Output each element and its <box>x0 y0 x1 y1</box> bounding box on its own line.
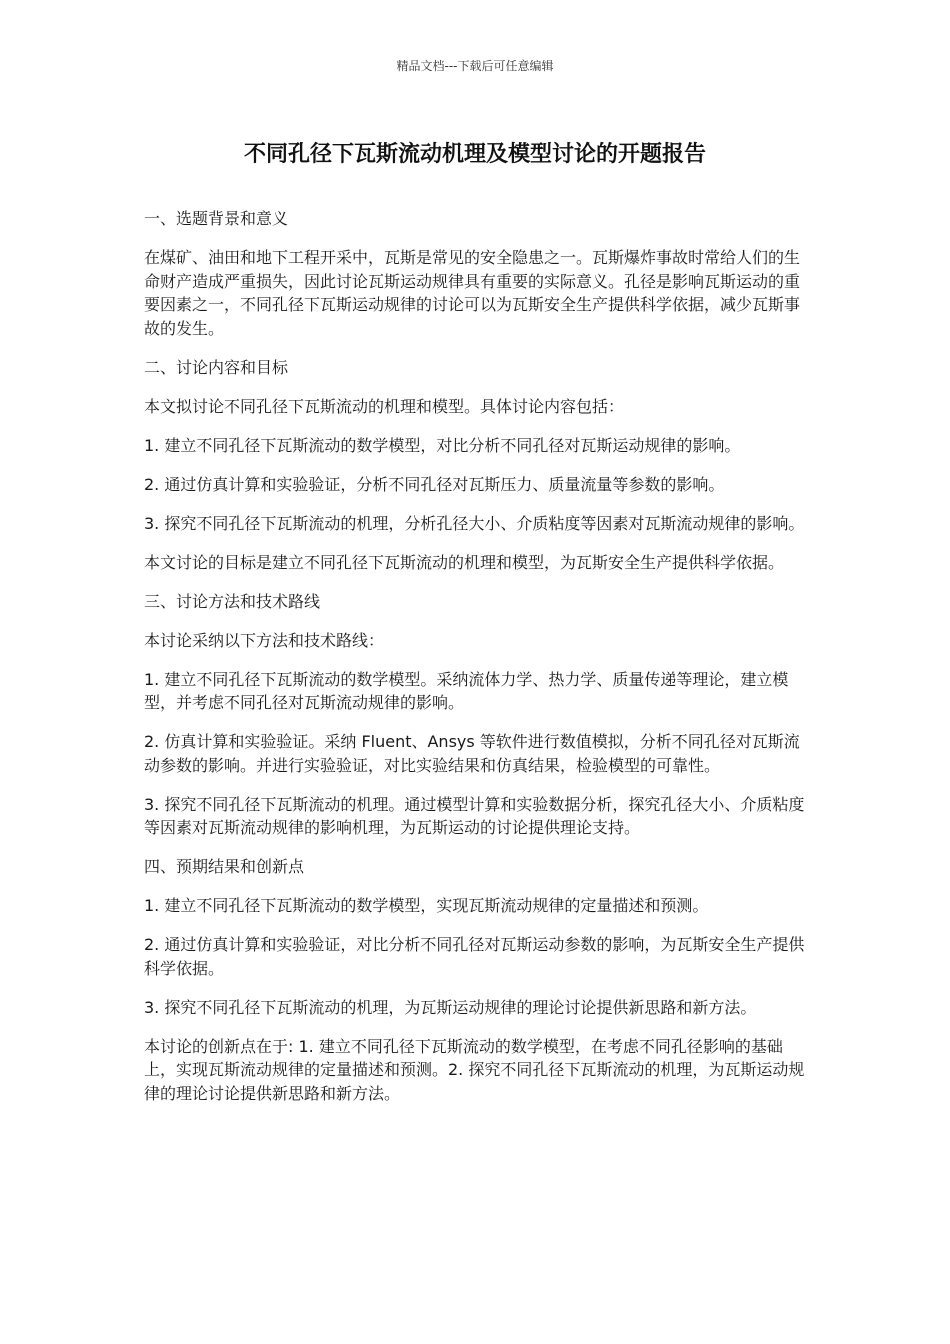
document-body <box>144 207 806 1121</box>
section-heading-background: 一、选题背景和意义 <box>144 209 289 228</box>
paragraph: 本文讨论的目标是建立不同孔径下瓦斯流动的机理和模型，为瓦斯安全生产提供科学依据。 <box>144 552 785 572</box>
section-heading-content-goals: 二、讨论内容和目标 <box>144 357 289 377</box>
section-heading-expected-results: 四、预期结果和创新点 <box>144 857 305 876</box>
list-item: 2. 通过仿真计算和实验验证，分析不同孔径对瓦斯压力、质量流量等参数的影响。 <box>144 474 725 494</box>
list-item: 2. 通过仿真计算和实验验证，对比分析不同孔径对瓦斯运动参数的影响，为瓦斯安全生产提供科学依据。 <box>144 935 805 978</box>
list-item: 2. 仿真计算和实验验证。采纳 Fluent、Ansys 等软件进行数值模拟，分析不同孔径对瓦斯流动参数的影响。并进行实验验证，对比实验结果和仿真结果，检验模型的可靠性。 <box>144 732 800 775</box>
list-item: 3. 探究不同孔径下瓦斯流动的机理，为瓦斯运动规律的理论讨论提供新思路和新方法。 <box>144 997 757 1017</box>
list-item: 1. 建立不同孔径下瓦斯流动的数学模型，对比分析不同孔径对瓦斯运动规律的影响。 <box>144 435 741 455</box>
paragraph: 本讨论的创新点在于: 1. 建立不同孔径下瓦斯流动的数学模型，在考虑不同孔径影响的基础上，实现瓦斯流动规律的定量描述和预测。2. 探究不同孔径下瓦斯流动的机理，为瓦斯运动规律的理论讨论提供新思路和新方法。 <box>144 1036 805 1103</box>
paragraph: 本文拟讨论不同孔径下瓦斯流动的机理和模型。具体讨论内容包括： <box>144 396 625 416</box>
list-item: 3. 探究不同孔径下瓦斯流动的机理。通过模型计算和实验数据分析，探究孔径大小、介质粘度等因素对瓦斯流动规律的影响机理，为瓦斯运动的讨论提供理论支持。 <box>144 794 805 837</box>
paragraph: 在煤矿、油田和地下工程开采中，瓦斯是常见的安全隐患之一。瓦斯爆炸事故时常给人们的生命财产造成严重损失，因此讨论瓦斯运动规律具有重要的实际意义。孔径是影响瓦斯运动的重要因素之一，不同孔径下瓦斯运动规律的讨论可以为瓦斯安全生产提供科学依据，减少瓦斯事故的发生。 <box>144 248 801 338</box>
header-note: 精品文档---下载后可任意编辑 <box>396 59 554 73</box>
list-item: 1. 建立不同孔径下瓦斯流动的数学模型。采纳流体力学、热力学、质量传递等理论，建立模型，并考虑不同孔径对瓦斯流动规律的影响。 <box>144 669 789 712</box>
paragraph: 本讨论采纳以下方法和技术路线： <box>144 630 385 650</box>
list-item: 1. 建立不同孔径下瓦斯流动的数学模型，实现瓦斯流动规律的定量描述和预测。 <box>144 896 709 915</box>
document-title: 不同孔径下瓦斯流动机理及模型讨论的开题报告 <box>243 142 706 167</box>
section-heading-methods: 三、讨论方法和技术路线 <box>144 591 321 611</box>
list-item: 3. 探究不同孔径下瓦斯流动的机理，分析孔径大小、介质粘度等因素对瓦斯流动规律的影响。 <box>144 513 805 533</box>
